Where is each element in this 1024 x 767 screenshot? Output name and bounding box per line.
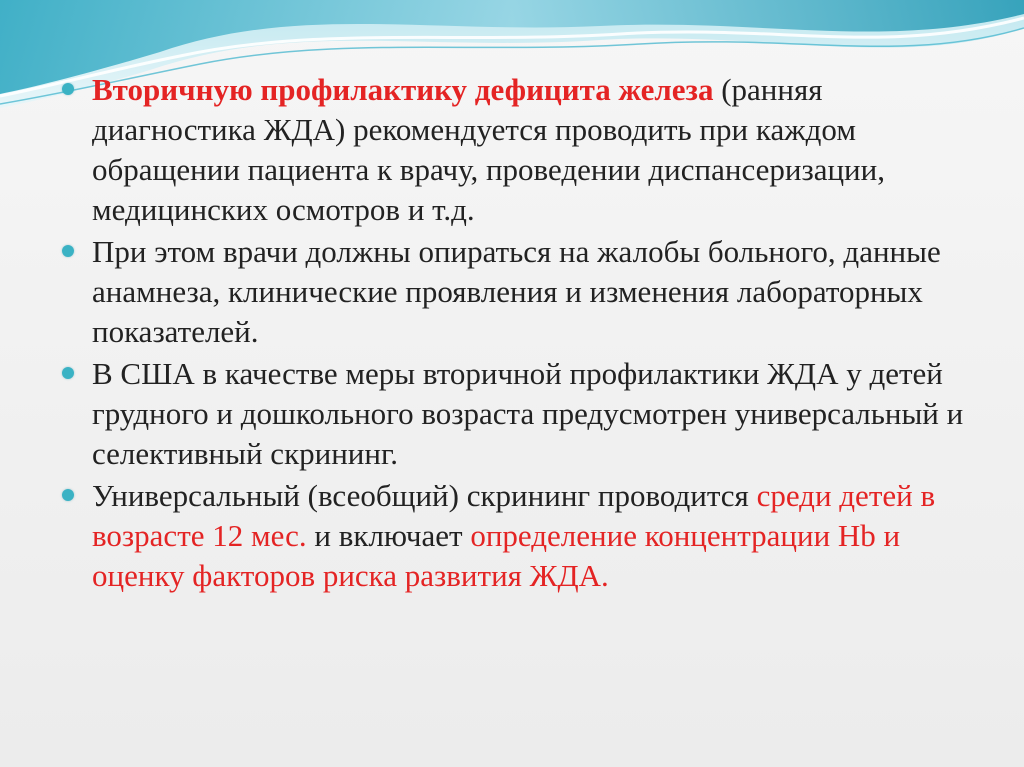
bullet-3-text: В США в качестве меры вторичной профилактики ЖДА у детей грудного и дошкольного возраста предусмотрен универсальный и селективный скрининг.: [92, 356, 964, 471]
bullet-item-2: [62, 232, 982, 352]
bullet-4-red1: среди детей в возрасте 12 мес.: [92, 478, 936, 553]
bullet-4-part2: и включает: [306, 518, 471, 553]
bullet-dot-icon: [62, 367, 74, 379]
slide-content: [62, 70, 982, 598]
bullet-dot-icon: [62, 245, 74, 257]
bullet-item-3: [62, 354, 982, 474]
bullet-dot-icon: [62, 489, 74, 501]
bullet-list: [62, 70, 982, 596]
bullet-dot-icon: [62, 83, 74, 95]
bullet-1-text: (ранняя диагностика ЖДА) рекомендуется проводить при каждом обращении пациента к врачу, проведении диспансеризации, медицинских осмотров и т.д.: [92, 72, 885, 227]
bullet-2-text: При этом врачи должны опираться на жалобы больного, данные анамнеза, клинические проявления и изменения лабораторных показателей.: [92, 234, 941, 349]
bullet-item-4: [62, 476, 982, 596]
bullet-4-part1: Универсальный (всеобщий) скрининг проводится: [92, 478, 757, 513]
bullet-1-heading: Вторичную профилактику дефицита железа: [92, 72, 714, 107]
bullet-4-red2: определение концентрации Hb и оценку факторов риска развития ЖДА.: [92, 518, 901, 593]
bullet-item-1: [62, 70, 982, 230]
